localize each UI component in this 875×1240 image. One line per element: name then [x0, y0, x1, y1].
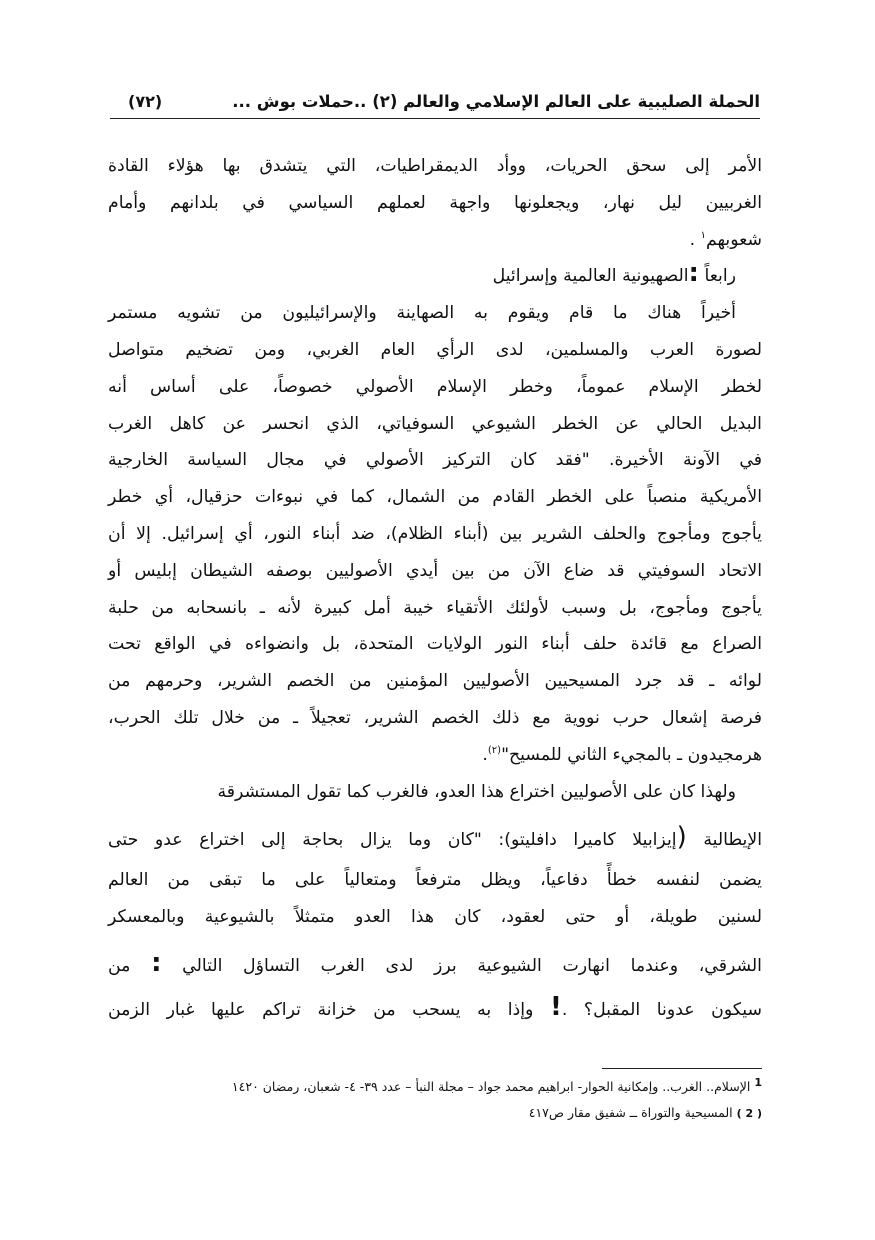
text-segment: شعوبهم	[705, 229, 762, 250]
text-segment: هرمجيدون ـ بالمجيء الثاني للمسيح"	[501, 744, 762, 765]
text-line: فرصة إشعال حرب نووية مع ذلك الخصم الشرير، تعجيلاً ـ من خلال تلك الحرب،	[108, 707, 762, 728]
text-line: البديل الحالي عن الخطر الشيوعي السوفياتي، الذي انحسر عن كاهل الغرب	[108, 413, 762, 434]
footnote-marker: ( 2 )	[736, 1107, 762, 1120]
text-line: في الآونة الأخيرة. "فقد كان التركيز الأصولي في مجال السياسة الخارجية	[108, 450, 762, 471]
open-paren: (	[676, 822, 687, 853]
text-line	[108, 737, 762, 774]
period: .	[689, 229, 696, 250]
exclaim-mark: !	[549, 991, 562, 1022]
text-line: يضمن لنفسه خطأً دفاعياً، ويظل مترفعاً ومتعالياً على ما تبقى من العالم	[108, 870, 762, 891]
footnote-ref-2[interactable]: (٢)	[487, 744, 502, 756]
footnote-text: المسيحية والتوراة ــ شفيق مقار ص٤١٧	[528, 1105, 733, 1120]
text-line: الغربيين ليل نهار، ويجعلونها واجهة لعملهم السياسي في بلدانهم وأمام	[108, 192, 762, 213]
text-line: ولهذا كان على الأصوليين اختراع هذا العدو، فالغرب كما تقول المستشرقة	[217, 781, 736, 802]
text-segment: الشرقي، وعندما انهارت الشيوعية برز لدى الغرب التساؤل التالي	[182, 955, 762, 976]
text-line: لسنين طويلة، أو حتى لعقود، كان هذا العدو متمثلاً بالشيوعية وبالمعسكر	[108, 907, 762, 928]
footnotes	[108, 1074, 762, 1126]
header-rule	[110, 118, 760, 119]
footnote-1	[108, 1074, 762, 1100]
footnote-text: الإسلام.. الغرب.. وإمكانية الحوار- ابراهيم محمد جواد – مجلة النبأ – عدد ٣٩- ٤- شعبان، رمضان ١٤٢٠	[231, 1079, 751, 1094]
period: .	[482, 744, 488, 765]
text-line: لصورة العرب والمسلمين، لدى الرأي العام الغربي، ومن تضخيم متواصل	[108, 339, 762, 360]
text-segment: إيزابيلا كاميرا دافليتو): "كان وما يزال بحاجة إلى اختراع عدو حتى	[108, 830, 677, 851]
text-line: يأجوج ومأجوج والحلف الشرير بين (أبناء الظلام)، ضد أبناء النور، أي إسرائيل. إلا أن	[108, 523, 762, 544]
text-line	[108, 818, 762, 862]
text-line	[108, 944, 762, 988]
footnote-2	[108, 1100, 762, 1126]
colon-mark: :	[688, 258, 699, 289]
text-segment: من	[108, 955, 131, 976]
text-line: لخطر الإسلام عموماً، وخطر الإسلام الأصولي خصوصاً، على أساس أنه	[108, 376, 762, 397]
section-label: رابعاً	[704, 266, 736, 287]
colon-mark: :	[151, 947, 162, 978]
text-line: الصراع مع قائدة حلف أبناء النور الولايات المتحدة، بل وانضواءه في الواقع تحت	[108, 634, 762, 655]
section-title: الصهيونية العالمية وإسرائيل	[492, 266, 689, 287]
text-line: الأمر إلى سحق الحريات، ووأد الديمقراطيات، التي يتشدق بها هؤلاء القادة	[108, 156, 762, 176]
text-line: يأجوج ومأجوج، بل وسبب لأولئك الأتقياء خيبة أمل كبيرة لأنه ـ بانسحابه من حلبة	[108, 597, 762, 618]
footnote-ref-1[interactable]: ١	[700, 229, 706, 241]
text-line: الأمريكية منصباً على الخطر القادم من الشمال، كما في نبوءات حزقيال، أي خطر	[108, 487, 762, 508]
body-text	[108, 148, 762, 1032]
spacer	[108, 810, 762, 818]
footnote-rule	[602, 1068, 762, 1069]
dot-mark: .	[561, 999, 568, 1020]
section-heading	[108, 258, 762, 295]
running-header	[110, 92, 760, 118]
text-line: الاتحاد السوفيتي قد ضاع الآن من بين أيدي الأصوليين بوصفه الشيطان إبليس أو	[108, 560, 762, 581]
text-segment: وإذا به يسحب من خزانة تراكم عليها غبار الزمن	[108, 999, 534, 1020]
text-line	[108, 988, 762, 1032]
text-line: لوائه ـ قد جرد المسيحيين الأصوليين المؤمنين من الخصم الشرير، وحرمهم من	[108, 671, 762, 692]
text-segment: الإيطالية	[703, 830, 762, 851]
page-number: (٧٢)	[128, 92, 163, 111]
footnote-marker: 1	[754, 1075, 762, 1089]
text-line: أخيراً هناك ما قام ويقوم به الصهاينة والإسرائيليون من تشويه مستمر	[108, 303, 736, 324]
spacer	[108, 936, 762, 944]
text-segment: سيكون عدونا المقبل؟	[583, 999, 763, 1020]
header-title: الحملة الصليبية على العالم الإسلامي والعالم (٢) ..حملات بوش ...	[232, 92, 760, 111]
text-line	[108, 222, 762, 259]
